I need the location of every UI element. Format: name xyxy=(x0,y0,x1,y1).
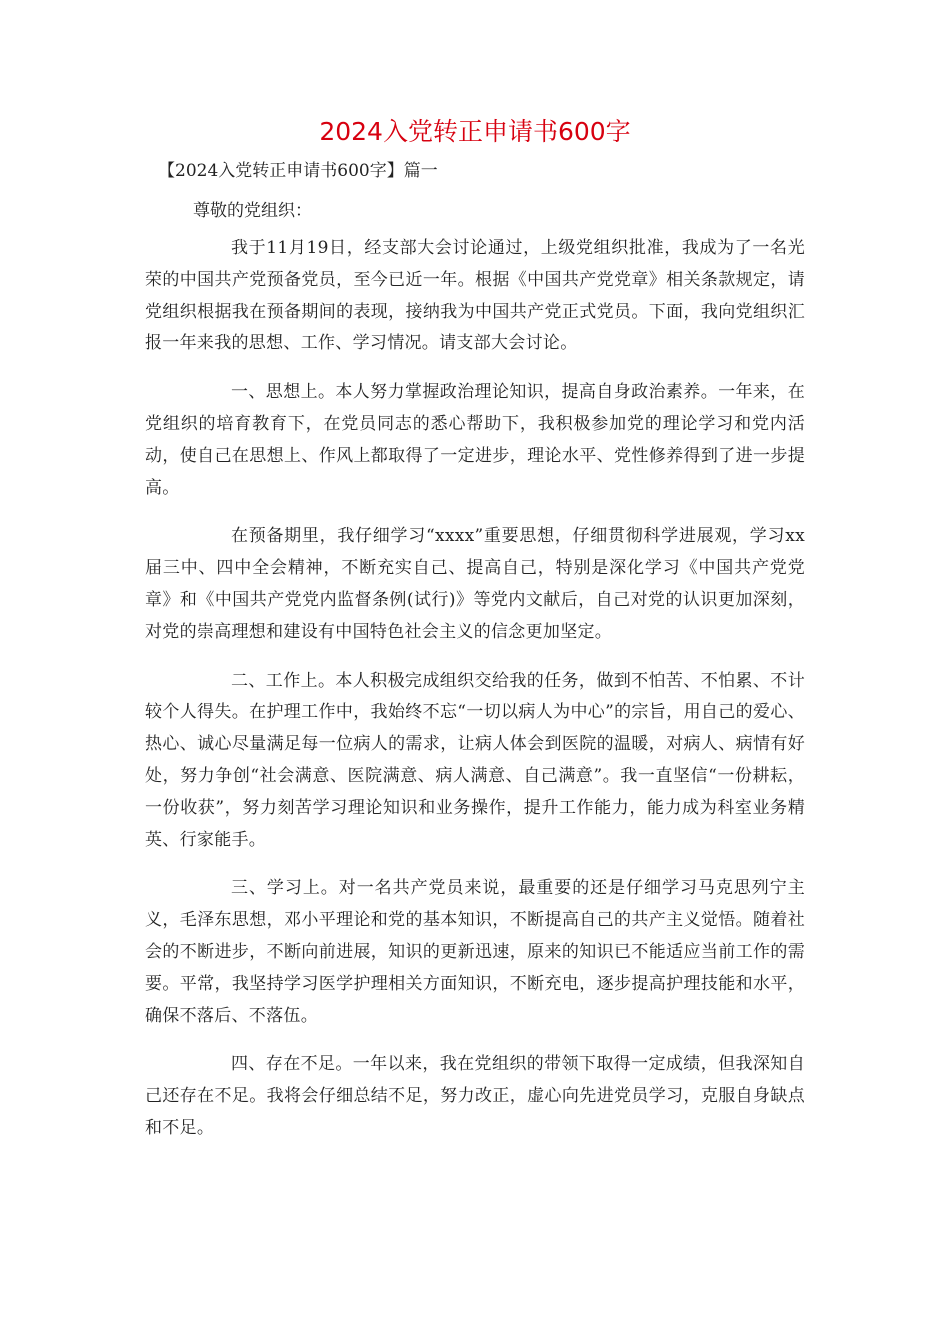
paragraph-thought: 一、思想上。本人努力掌握政治理论知识，提高自身政治素养。一年来，在党组织的培育教育下，在党员同志的悉心帮助下，我积极参加党的理论学习和党内活动，使自己在思想上、作风上都取得了一定进步，理论水平、党性修养得到了进一步提高。 xyxy=(145,382,805,498)
paragraph-study-probation: 在预备期里，我仔细学习“xxxx”重要思想，仔细贯彻科学进展观，学习xx届三中、四中全会精神，不断充实自己、提高自己，特别是深化学习《中国共产党党章》和《中国共产党党内监督条例(试行)》等党内文献后，自己对党的认识更加深刻，对党的崇高理想和建设有中国特色社会主义的信念更加坚定。 xyxy=(145,526,805,642)
salutation: 尊敬的党组织： xyxy=(193,201,312,221)
paragraph-shortcomings: 四、存在不足。一年以来，我在党组织的带领下取得一定成绩，但我深知自己还存在不足。我将会仔细总结不足，努力改正，虚心向先进党员学习，克服自身缺点和不足。 xyxy=(145,1054,805,1138)
paragraph-learning: 三、学习上。对一名共产党员来说，最重要的还是仔细学习马克思列宁主义，毛泽东思想，邓小平理论和党的基本知识，不断提高自己的共产主义觉悟。随着社会的不断进步，不断向前进展，知识的更新迅速，原来的知识已不能适应当前工作的需要。平常，我坚持学习医学护理相关方面知识，不断充电，逐步提高护理技能和水平，确保不落后、不落伍。 xyxy=(145,878,805,1026)
document-title: 2024入党转正申请书600字 xyxy=(319,117,631,146)
paragraph-work: 二、工作上。本人积极完成组织交给我的任务，做到不怕苦、不怕累、不计较个人得失。在护理工作中，我始终不忘“一切以病人为中心”的宗旨，用自己的爱心、热心、诚心尽量满足每一位病人的需求，让病人体会到医院的温暖，对病人、病情有好处，努力争创“社会满意、医院满意、病人满意、自己满意”。我一直坚信“一份耕耘，一份收获”，努力刻苦学习理论知识和业务操作，提升工作能力，能力成为科室业务精英、行家能手。 xyxy=(145,670,805,850)
document-body xyxy=(145,233,805,1162)
paragraph-intro: 我于11月19日，经支部大会讨论通过，上级党组织批准，我成为了一名光荣的中国共产党预备党员，至今已近一年。根据《中国共产党党章》相关条款规定，请党组织根据我在预备期间的表现，接纳我为中国共产党正式党员。下面，我向党组织汇报一年来我的思想、工作、学习情况。请支部大会讨论。 xyxy=(145,238,805,354)
document-subheading: 【2024入党转正申请书600字】篇一 xyxy=(158,161,438,181)
